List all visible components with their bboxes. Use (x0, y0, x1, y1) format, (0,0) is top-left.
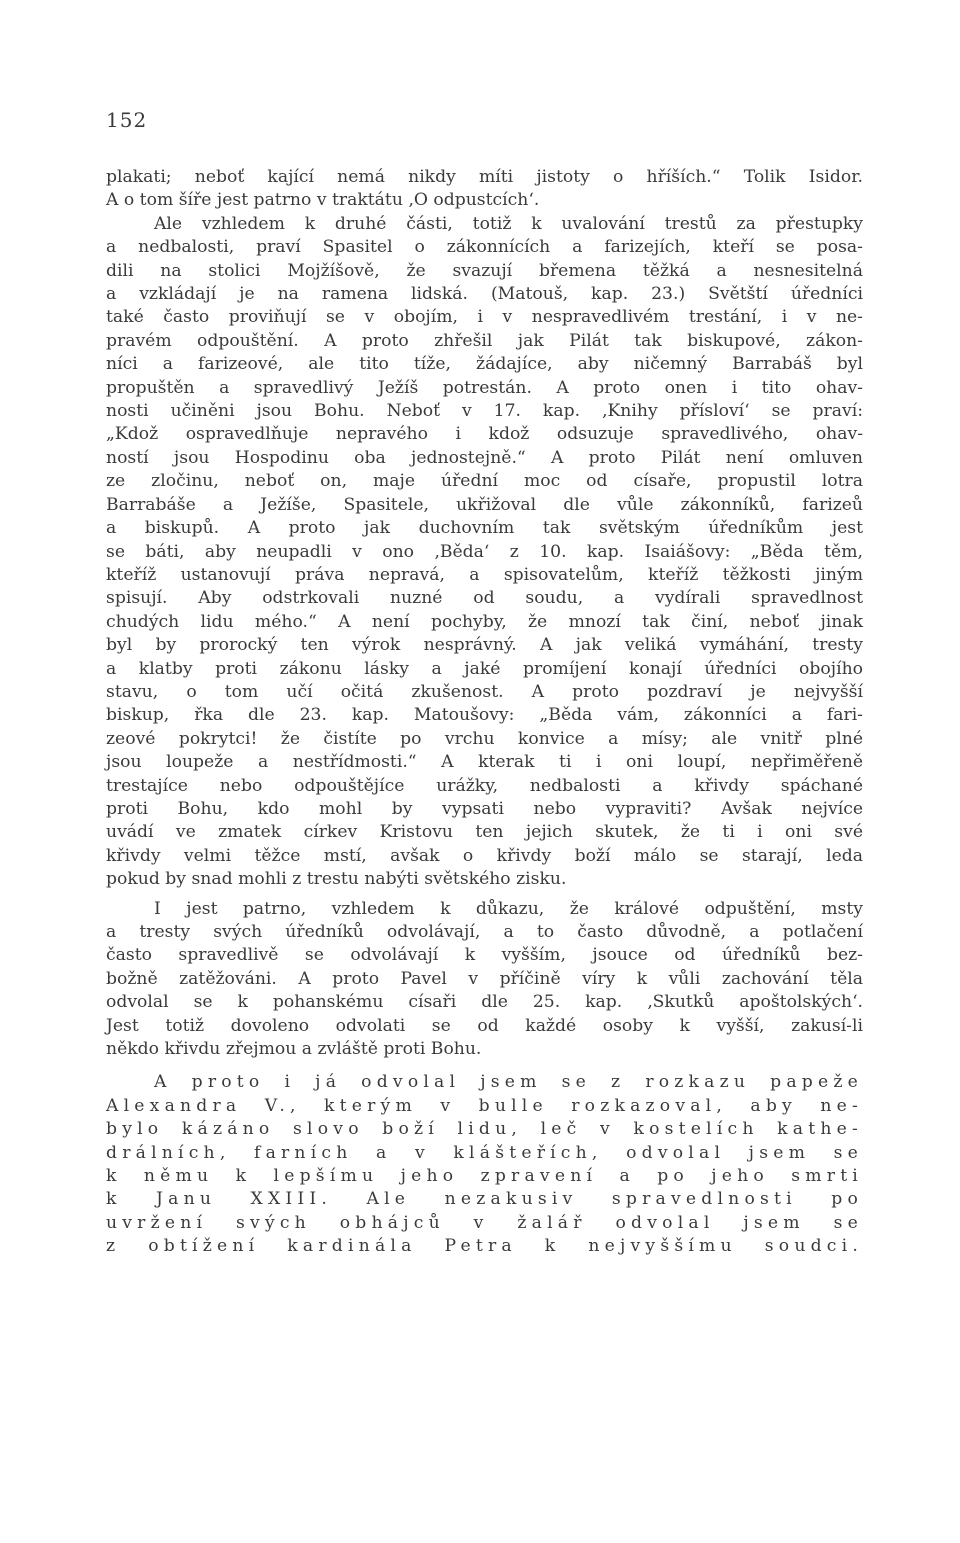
text-line: pokud by snad mohli z trestu nabýti světského zisku. (106, 869, 567, 890)
text-line: k němu k lepšímu jeho zpravení a po jeho smrti (106, 1166, 863, 1187)
text-line: také často proviňují se v obojím, i v nespravedlivém trestání, i v ne- (106, 307, 863, 328)
text-line: kteříž ustanovují práva nepravá, a spisovatelům, kteříž těžkosti jiným (106, 564, 863, 585)
paragraph-4-spaced (106, 1071, 863, 1258)
text-line: propuštěn a spravedlivý Ježíš potrestán. A proto onen i tito ohav- (106, 377, 863, 398)
text-line: plakati; neboť kající nemá nikdy míti jistoty o hříších.“ Tolik Isidor. (106, 167, 863, 187)
text-line: nosti učiněni jsou Bohu. Neboť v 17. kap. ‚Knihy přísloví‘ se praví: (106, 401, 863, 422)
text-line: a nedbalosti, praví Spasitel o zákonnících a farizejích, kteří se posa- (106, 237, 863, 258)
text-line: ností jsou Hospodinu oba jednostejně.“ A proto Pilát není omluven (106, 447, 863, 468)
text-line: A proto i já odvolal jsem se z rozkazu papeže (154, 1072, 863, 1093)
text-line: bylo kázáno slovo boží lidu, leč v kostelích kathe- (106, 1119, 863, 1140)
text-line: a tresty svých úředníků odvolávají, a to často důvodně, a potlačení (106, 922, 863, 942)
text-line: proti Bohu, kdo mohl by vypsati nebo vypraviti? Avšak nejvíce (106, 798, 863, 819)
text-line: stavu, o tom učí očitá zkušenost. A proto pozdraví je nejvyšší (106, 681, 863, 702)
paragraph-2 (106, 213, 863, 892)
text-line: se báti, aby neupadli v ono ‚Běda‘ z 10. kap. Isaiášovy: „Běda těm, (106, 541, 863, 562)
text-line: uvržení svých obhájců v žalář odvolal jsem se (106, 1212, 863, 1233)
text-line: z obtížení kardinála Petra k nejvyššímu soudci. (106, 1236, 863, 1257)
text-line: Ale vzhledem k druhé části, totiž k uvalování trestů za přestupky (154, 213, 863, 234)
text-line: Barrabáše a Ježíše, Spasitele, ukřižoval dle vůle zákonníků, farizeů (106, 494, 863, 515)
text-line: a vzkládají je na ramena lidská. (Matouš, kap. 23.) Světští úředníci (106, 284, 863, 305)
text-line: „Kdož ospravedlňuje nepravého i kdož odsuzuje spravedlivého, ohav- (106, 424, 863, 445)
text-line: božně zatěžováni. A proto Pavel v příčině víry k vůli zachování těla (106, 968, 863, 989)
text-line: k Janu XXIII. Ale nezakusiv spravedlnosti po (106, 1189, 863, 1210)
text-line: Jest totiž dovoleno odvolati se od každé osoby k vyšší, zakusí-li (106, 1015, 863, 1036)
text-line: zeové pokrytci! že čistíte po vrchu konvice a mísy; ale vnitř plné (106, 728, 863, 749)
text-line: křivdy velmi těžce mstí, avšak o křivdy boží málo se starají, leda (106, 845, 863, 866)
text-line: uvádí ve zmatek církev Kristovu ten jejich skutek, že ti i oni své (106, 822, 863, 843)
text-line: jsou loupeže a nestřídmosti.“ A kterak ti i oni loupí, nepřiměřeně (106, 752, 863, 773)
paragraph-1 (106, 166, 863, 213)
text-line: byl by prorocký ten výrok nesprávný. A jak veliká vymáhání, tresty (106, 635, 863, 656)
text-line: a klatby proti zákonu lásky a jaké promíjení konají úředníci obojího (106, 658, 863, 679)
text-line: často spravedlivě se odvolávají k vyšším, jsouce od úředníků bez- (106, 945, 863, 966)
text-line: Alexandra V., kterým v bulle rozkazoval, aby ne- (106, 1095, 863, 1116)
text-line: drálních, farních a v klášteřích, odvolal jsem se (106, 1142, 863, 1163)
text-line: níci a farizeové, ale tito tíže, žádajíce, aby ničemný Barrabáš byl (106, 354, 863, 375)
text-line: pravém odpouštění. A proto zhřešil jak Pilát tak biskupové, zákon- (106, 330, 863, 351)
text-line: trestajíce nebo odpouštějíce urážky, nedbalosti a křivdy spáchané (106, 775, 863, 796)
text-line: A o tom šíře jest patrno v traktátu ‚O odpustcích‘. (106, 190, 540, 211)
text-line: někdo křivdu zřejmou a zvláště proti Bohu. (106, 1039, 482, 1060)
text-line: ze zločinu, neboť on, maje úřední moc od císaře, propustil lotra (106, 471, 863, 492)
text-line: spisují. Aby odstrkovali nuzné od soudu, a vydírali spravedlnost (106, 588, 863, 609)
text-line: chudých lidu mého.“ A není pochyby, že mnozí tak činí, neboť jinak (106, 611, 863, 632)
text-line: biskup, řka dle 23. kap. Matoušovy: „Běda vám, zákonníci a fari- (106, 705, 863, 726)
text-line: dili na stolici Mojžíšově, že svazují břemena těžká a nesnesitelná (106, 260, 863, 281)
text-line: I jest patrno, vzhledem k důkazu, že králové odpuštění, msty (154, 898, 863, 919)
paragraph-3 (106, 898, 863, 1062)
text-line: odvolal se k pohanskému císaři dle 25. kap. ‚Skutků apoštolských‘. (106, 992, 863, 1013)
body-text (106, 166, 863, 1259)
page-number: 152 (106, 108, 148, 132)
text-line: a biskupů. A proto jak duchovním tak světským úředníkům jest (106, 518, 863, 539)
